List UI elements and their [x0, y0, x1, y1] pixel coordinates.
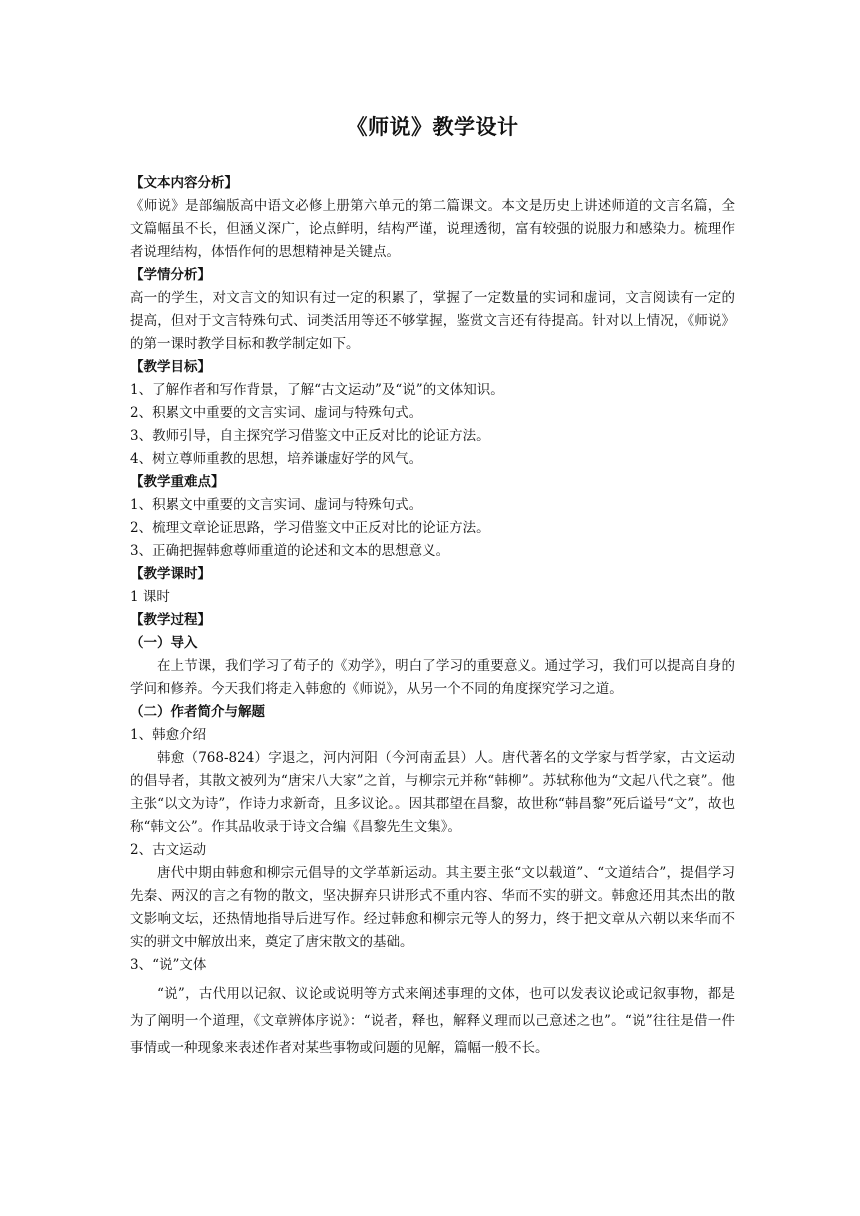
key-point-item: 3、正确把握韩愈尊师重道的论述和文本的思想意义。 — [130, 543, 450, 559]
minor-heading-movement: 2、古文运动 — [130, 842, 207, 858]
key-point-item: 2、梳理文章论证思路，学习借鉴文中正反对比的论证方法。 — [130, 520, 490, 536]
heading-content-analysis: 【文本内容分析】 — [130, 175, 238, 191]
heading-objectives: 【教学目标】 — [130, 359, 211, 375]
learner-analysis-text: 高一的学生，对文言文的知识有过一定的积累了，掌握了一定数量的实词和虚词，文言阅读有一定的提高，但对于文言特殊句式、词类活用等还不够掌握，鉴赏文言还有待提高。针对以上情况，《师说》的第一课时教学目标和教学制定如下。 — [130, 290, 735, 352]
genre-text: “说”，古代用以记叙、议论或说明等方式来阐述事理的文体，也可以发表议论或记叙事物，都是为了阐明一个道理，《文章辨体序说》：“说者，释也，解释义理而以己意述之也”。“说”往往是借一件事情或一种现象来表述作者对某些事物或问题的见解，篇幅一般不长。 — [130, 986, 735, 1056]
content-analysis-text: 《师说》是部编版高中语文必修上册第六单元的第二篇课文。本文是历史上讲述师道的文言名篇，全文篇幅虽不长，但涵义深广，论点鲜明，结构严谨，说理透彻，富有较强的说服力和感染力。梳理作者说理结构，体悟作何的思想精神是关键点。 — [130, 198, 735, 260]
minor-heading-genre: 3、“说”文体 — [130, 957, 207, 973]
objective-item: 2、积累文中重要的文言实词、虚词与特殊句式。 — [130, 405, 423, 421]
page-title: 《师说》教学设计 — [346, 115, 519, 139]
heading-hours: 【教学课时】 — [130, 566, 211, 582]
objective-item: 1、了解作者和写作背景，了解“古文运动”及“说”的文体知识。 — [130, 382, 504, 398]
heading-learner-analysis: 【学情分析】 — [130, 267, 211, 283]
minor-heading-han-yu: 1、韩愈介绍 — [130, 727, 207, 743]
han-yu-text: 韩愈（768-824）字退之，河内河阳（今河南孟县）人。唐代著名的文学家与哲学家，古文运动的倡导者，其散文被列为“唐宋八大家”之首，与柳宗元并称“韩柳”。苏轼称他为“文起八代之衰”。他主张“以文为诗”，作诗力求新奇，且多议论。。因其郡望在昌黎，故世称“韩昌黎”死后谥号“文”，故也称“韩文公”。作其品收录于诗文合编《昌黎先生文集》。 — [130, 750, 735, 835]
objective-item: 4、树立尊师重教的思想，培养谦虚好学的风气。 — [130, 451, 423, 467]
subheading-author: （二）作者简介与解题 — [130, 704, 265, 720]
movement-text: 唐代中期由韩愈和柳宗元倡导的文学革新运动。其主要主张“文以载道”、“文道结合”，提倡学习先秦、两汉的言之有物的散文，坚决摒弃只讲形式不重内容、华而不实的骈文。韩愈还用其杰出的散文影响文坛，还热情地指导后进写作。经过韩愈和柳宗元等人的努力，终于把文章从六朝以来华而不实的骈文中解放出来，奠定了唐宋散文的基础。 — [130, 865, 735, 950]
objective-item: 3、教师引导，自主探究学习借鉴文中正反对比的论证方法。 — [130, 428, 490, 444]
key-point-item: 1、积累文中重要的文言实词、虚词与特殊句式。 — [130, 497, 423, 513]
subheading-intro: （一）导入 — [130, 635, 198, 651]
intro-text: 在上节课，我们学习了荀子的《劝学》，明白了学习的重要意义。通过学习，我们可以提高自身的学问和修养。今天我们将走入韩愈的《师说》，从另一个不同的角度探究学习之道。 — [130, 658, 735, 697]
hours-text: 1 课时 — [130, 589, 170, 605]
heading-process: 【教学过程】 — [130, 612, 211, 628]
document-body — [130, 112, 735, 1062]
heading-key-points: 【教学重难点】 — [130, 474, 225, 490]
